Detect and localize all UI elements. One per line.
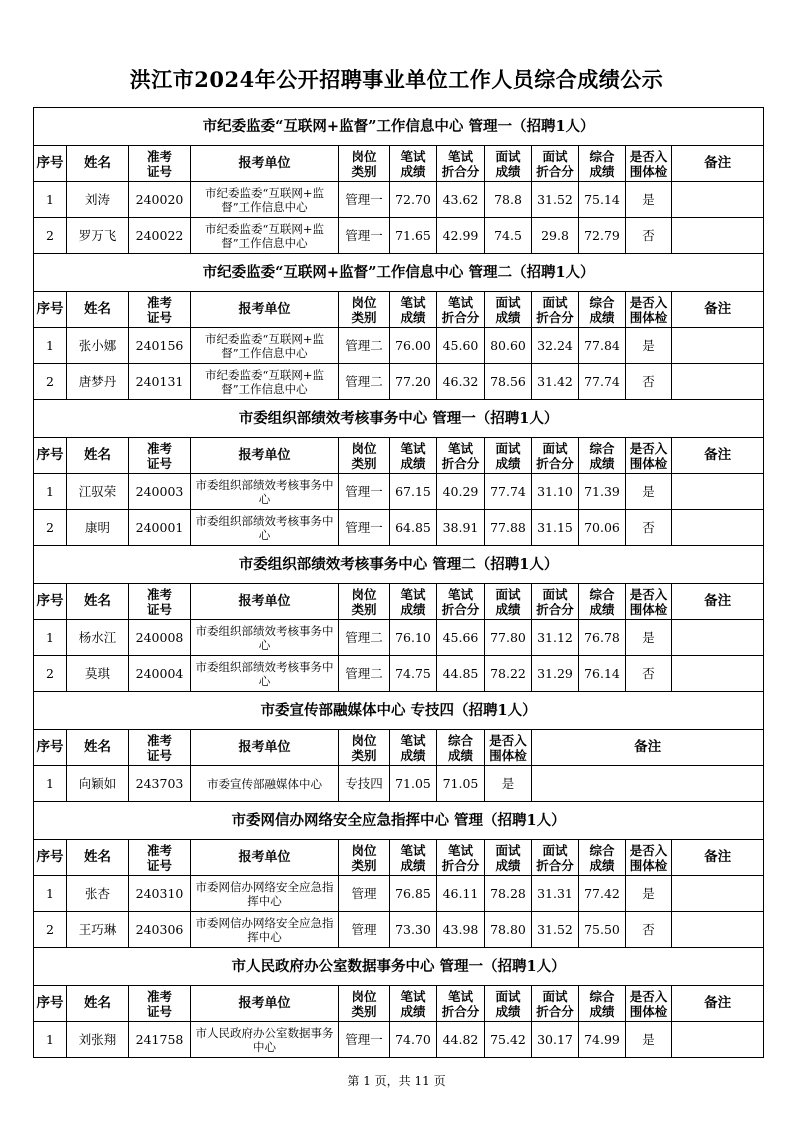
header-unit: 报考单位 bbox=[191, 146, 339, 182]
header-name: 姓名 bbox=[67, 146, 129, 182]
cell-seq: 1 bbox=[34, 620, 67, 656]
cell-total: 70.06 bbox=[579, 510, 626, 546]
column-header-row bbox=[34, 292, 764, 328]
cell-note bbox=[672, 912, 764, 948]
table-row bbox=[34, 510, 764, 546]
section-heading: 市纪委监委“互联网+监督”工作信息中心 管理一（招聘1人） bbox=[34, 108, 764, 146]
cell-written-conv: 38.91 bbox=[437, 510, 485, 546]
cell-note bbox=[672, 328, 764, 364]
cell-exam: 否 bbox=[626, 218, 672, 254]
cell-category: 管理一 bbox=[339, 510, 390, 546]
cell-category: 管理二 bbox=[339, 656, 390, 692]
header-written: 笔试 成绩 bbox=[390, 840, 437, 876]
header-written: 笔试 成绩 bbox=[390, 438, 437, 474]
header-ticket: 准考 证号 bbox=[129, 840, 191, 876]
cell-seq: 2 bbox=[34, 364, 67, 400]
header-ticket: 准考 证号 bbox=[129, 438, 191, 474]
cell-written-conv: 46.11 bbox=[437, 876, 485, 912]
cell-written: 76.00 bbox=[390, 328, 437, 364]
cell-written-conv: 46.32 bbox=[437, 364, 485, 400]
cell-note bbox=[532, 766, 764, 802]
cell-name: 杨水江 bbox=[67, 620, 129, 656]
cell-ticket: 240008 bbox=[129, 620, 191, 656]
cell-note bbox=[672, 182, 764, 218]
cell-exam: 否 bbox=[626, 656, 672, 692]
header-ticket: 准考 证号 bbox=[129, 986, 191, 1022]
header-category: 岗位 类别 bbox=[339, 840, 390, 876]
table-row bbox=[34, 1022, 764, 1058]
cell-unit: 市纪委监委“互联网+监督”工作信息中心 bbox=[191, 364, 339, 400]
cell-interview: 78.22 bbox=[485, 656, 532, 692]
header-ticket: 准考 证号 bbox=[129, 584, 191, 620]
cell-name: 张小娜 bbox=[67, 328, 129, 364]
header-name: 姓名 bbox=[67, 584, 129, 620]
column-header-row bbox=[34, 146, 764, 182]
header-name: 姓名 bbox=[67, 438, 129, 474]
header-category: 岗位 类别 bbox=[339, 292, 390, 328]
cell-name: 刘张翔 bbox=[67, 1022, 129, 1058]
cell-written-conv: 44.85 bbox=[437, 656, 485, 692]
cell-total: 71.39 bbox=[579, 474, 626, 510]
header-total: 综合 成绩 bbox=[579, 146, 626, 182]
cell-seq: 2 bbox=[34, 912, 67, 948]
cell-interview-conv: 31.15 bbox=[532, 510, 579, 546]
cell-written: 71.05 bbox=[390, 766, 437, 802]
cell-total: 76.78 bbox=[579, 620, 626, 656]
header-unit: 报考单位 bbox=[191, 730, 339, 766]
header-seq: 序号 bbox=[34, 840, 67, 876]
cell-seq: 1 bbox=[34, 1022, 67, 1058]
cell-interview-conv: 31.42 bbox=[532, 364, 579, 400]
cell-written-conv: 43.62 bbox=[437, 182, 485, 218]
cell-name: 向颖如 bbox=[67, 766, 129, 802]
header-note: 备注 bbox=[672, 986, 764, 1022]
cell-ticket: 240156 bbox=[129, 328, 191, 364]
cell-seq: 1 bbox=[34, 876, 67, 912]
cell-category: 管理二 bbox=[339, 364, 390, 400]
header-unit: 报考单位 bbox=[191, 292, 339, 328]
cell-ticket: 240004 bbox=[129, 656, 191, 692]
cell-total: 72.79 bbox=[579, 218, 626, 254]
cell-note bbox=[672, 510, 764, 546]
cell-written: 73.30 bbox=[390, 912, 437, 948]
cell-seq: 1 bbox=[34, 474, 67, 510]
cell-interview-conv: 31.52 bbox=[532, 182, 579, 218]
column-header-row bbox=[34, 730, 764, 766]
section-heading-row bbox=[34, 802, 764, 840]
cell-note bbox=[672, 474, 764, 510]
cell-written: 72.70 bbox=[390, 182, 437, 218]
cell-total: 77.84 bbox=[579, 328, 626, 364]
header-interview-conv: 面试 折合分 bbox=[532, 292, 579, 328]
header-note: 备注 bbox=[672, 292, 764, 328]
cell-interview-conv: 31.10 bbox=[532, 474, 579, 510]
header-name: 姓名 bbox=[67, 730, 129, 766]
header-interview-conv: 面试 折合分 bbox=[532, 146, 579, 182]
cell-written-conv: 45.66 bbox=[437, 620, 485, 656]
cell-unit: 市委宣传部融媒体中心 bbox=[191, 766, 339, 802]
table-row bbox=[34, 656, 764, 692]
cell-written: 71.65 bbox=[390, 218, 437, 254]
cell-exam: 是 bbox=[626, 182, 672, 218]
cell-name: 刘涛 bbox=[67, 182, 129, 218]
cell-unit: 市委组织部绩效考核事务中心 bbox=[191, 620, 339, 656]
cell-ticket: 240310 bbox=[129, 876, 191, 912]
header-written-conv: 笔试 折合分 bbox=[437, 840, 485, 876]
section-heading: 市委组织部绩效考核事务中心 管理一（招聘1人） bbox=[34, 400, 764, 438]
header-written: 笔试 成绩 bbox=[390, 146, 437, 182]
cell-exam: 是 bbox=[626, 328, 672, 364]
cell-ticket: 240022 bbox=[129, 218, 191, 254]
cell-interview: 80.60 bbox=[485, 328, 532, 364]
header-note: 备注 bbox=[532, 730, 764, 766]
header-written-conv: 笔试 折合分 bbox=[437, 986, 485, 1022]
section-heading: 市委宣传部融媒体中心 专技四（招聘1人） bbox=[34, 692, 764, 730]
header-interview: 面试 成绩 bbox=[485, 840, 532, 876]
cell-category: 管理一 bbox=[339, 218, 390, 254]
cell-unit: 市纪委监委“互联网+监督”工作信息中心 bbox=[191, 218, 339, 254]
cell-seq: 1 bbox=[34, 766, 67, 802]
section-heading: 市人民政府办公室数据事务中心 管理一（招聘1人） bbox=[34, 948, 764, 986]
cell-written: 67.15 bbox=[390, 474, 437, 510]
column-header-row bbox=[34, 584, 764, 620]
cell-interview-conv: 31.31 bbox=[532, 876, 579, 912]
cell-ticket: 243703 bbox=[129, 766, 191, 802]
cell-written: 76.10 bbox=[390, 620, 437, 656]
header-seq: 序号 bbox=[34, 730, 67, 766]
cell-total: 75.50 bbox=[579, 912, 626, 948]
header-interview: 面试 成绩 bbox=[485, 438, 532, 474]
table-row bbox=[34, 876, 764, 912]
header-written: 笔试 成绩 bbox=[390, 730, 437, 766]
cell-total: 77.74 bbox=[579, 364, 626, 400]
header-interview: 面试 成绩 bbox=[485, 146, 532, 182]
cell-exam: 是 bbox=[626, 876, 672, 912]
header-interview-conv: 面试 折合分 bbox=[532, 438, 579, 474]
header-total: 综合 成绩 bbox=[579, 292, 626, 328]
header-seq: 序号 bbox=[34, 438, 67, 474]
section-heading-row bbox=[34, 948, 764, 986]
table-row bbox=[34, 328, 764, 364]
cell-category: 管理一 bbox=[339, 474, 390, 510]
cell-seq: 1 bbox=[34, 182, 67, 218]
header-total: 综合 成绩 bbox=[579, 986, 626, 1022]
table-row bbox=[34, 766, 764, 802]
cell-unit: 市人民政府办公室数据事务中心 bbox=[191, 1022, 339, 1058]
cell-exam: 是 bbox=[485, 766, 532, 802]
cell-ticket: 240003 bbox=[129, 474, 191, 510]
header-exam: 是否入 围体检 bbox=[626, 146, 672, 182]
header-exam: 是否入 围体检 bbox=[626, 840, 672, 876]
cell-written: 74.70 bbox=[390, 1022, 437, 1058]
header-total: 综合 成绩 bbox=[579, 438, 626, 474]
cell-note bbox=[672, 218, 764, 254]
header-interview-conv: 面试 折合分 bbox=[532, 584, 579, 620]
table-row bbox=[34, 620, 764, 656]
cell-unit: 市委组织部绩效考核事务中心 bbox=[191, 656, 339, 692]
cell-ticket: 240020 bbox=[129, 182, 191, 218]
cell-note bbox=[672, 656, 764, 692]
cell-written: 74.75 bbox=[390, 656, 437, 692]
section-heading-row bbox=[34, 254, 764, 292]
column-header-row bbox=[34, 840, 764, 876]
cell-interview: 75.42 bbox=[485, 1022, 532, 1058]
header-unit: 报考单位 bbox=[191, 986, 339, 1022]
cell-interview-conv: 32.24 bbox=[532, 328, 579, 364]
header-note: 备注 bbox=[672, 584, 764, 620]
cell-unit: 市委网信办网络安全应急指挥中心 bbox=[191, 912, 339, 948]
header-seq: 序号 bbox=[34, 584, 67, 620]
cell-total: 71.05 bbox=[437, 766, 485, 802]
header-category: 岗位 类别 bbox=[339, 584, 390, 620]
cell-unit: 市委网信办网络安全应急指挥中心 bbox=[191, 876, 339, 912]
header-ticket: 准考 证号 bbox=[129, 292, 191, 328]
header-interview: 面试 成绩 bbox=[485, 584, 532, 620]
section-heading-row bbox=[34, 108, 764, 146]
cell-category: 管理一 bbox=[339, 1022, 390, 1058]
cell-interview-conv: 31.12 bbox=[532, 620, 579, 656]
header-written-conv: 笔试 折合分 bbox=[437, 292, 485, 328]
cell-exam: 否 bbox=[626, 510, 672, 546]
cell-ticket: 240306 bbox=[129, 912, 191, 948]
header-interview-conv: 面试 折合分 bbox=[532, 986, 579, 1022]
cell-name: 罗万飞 bbox=[67, 218, 129, 254]
section-heading: 市委组织部绩效考核事务中心 管理二（招聘1人） bbox=[34, 546, 764, 584]
header-exam: 是否入 围体检 bbox=[626, 438, 672, 474]
cell-interview-conv: 31.52 bbox=[532, 912, 579, 948]
cell-written-conv: 40.29 bbox=[437, 474, 485, 510]
header-total: 综合 成绩 bbox=[579, 584, 626, 620]
cell-written-conv: 45.60 bbox=[437, 328, 485, 364]
header-seq: 序号 bbox=[34, 986, 67, 1022]
header-unit: 报考单位 bbox=[191, 438, 339, 474]
cell-ticket: 240131 bbox=[129, 364, 191, 400]
cell-unit: 市委组织部绩效考核事务中心 bbox=[191, 474, 339, 510]
header-unit: 报考单位 bbox=[191, 840, 339, 876]
cell-category: 管理 bbox=[339, 912, 390, 948]
cell-interview: 78.28 bbox=[485, 876, 532, 912]
cell-written: 76.85 bbox=[390, 876, 437, 912]
cell-name: 莫琪 bbox=[67, 656, 129, 692]
cell-written-conv: 42.99 bbox=[437, 218, 485, 254]
section-heading: 市委网信办网络安全应急指挥中心 管理（招聘1人） bbox=[34, 802, 764, 840]
header-category: 岗位 类别 bbox=[339, 986, 390, 1022]
cell-exam: 否 bbox=[626, 912, 672, 948]
cell-written: 77.20 bbox=[390, 364, 437, 400]
cell-category: 专技四 bbox=[339, 766, 390, 802]
header-category: 岗位 类别 bbox=[339, 146, 390, 182]
cell-seq: 2 bbox=[34, 218, 67, 254]
header-ticket: 准考 证号 bbox=[129, 730, 191, 766]
cell-category: 管理一 bbox=[339, 182, 390, 218]
cell-written: 64.85 bbox=[390, 510, 437, 546]
cell-written-conv: 43.98 bbox=[437, 912, 485, 948]
section-heading-row bbox=[34, 400, 764, 438]
section-heading: 市纪委监委“互联网+监督”工作信息中心 管理二（招聘1人） bbox=[34, 254, 764, 292]
cell-unit: 市纪委监委“互联网+监督”工作信息中心 bbox=[191, 328, 339, 364]
page-title: 洪江市2024年公开招聘事业单位工作人员综合成绩公示 bbox=[129, 67, 664, 92]
header-written: 笔试 成绩 bbox=[390, 292, 437, 328]
cell-seq: 1 bbox=[34, 328, 67, 364]
header-exam: 是否入 围体检 bbox=[626, 292, 672, 328]
cell-interview-conv: 30.17 bbox=[532, 1022, 579, 1058]
cell-name: 张杏 bbox=[67, 876, 129, 912]
table-row bbox=[34, 364, 764, 400]
cell-interview: 77.80 bbox=[485, 620, 532, 656]
header-seq: 序号 bbox=[34, 292, 67, 328]
cell-note bbox=[672, 1022, 764, 1058]
cell-name: 唐梦丹 bbox=[67, 364, 129, 400]
column-header-row bbox=[34, 986, 764, 1022]
header-exam: 是否入 围体检 bbox=[626, 986, 672, 1022]
cell-unit: 市委组织部绩效考核事务中心 bbox=[191, 510, 339, 546]
header-written: 笔试 成绩 bbox=[390, 986, 437, 1022]
header-name: 姓名 bbox=[67, 986, 129, 1022]
header-written: 笔试 成绩 bbox=[390, 584, 437, 620]
header-interview-conv: 面试 折合分 bbox=[532, 840, 579, 876]
header-interview: 面试 成绩 bbox=[485, 986, 532, 1022]
cell-note bbox=[672, 620, 764, 656]
cell-total: 76.14 bbox=[579, 656, 626, 692]
cell-interview-conv: 29.8 bbox=[532, 218, 579, 254]
cell-total: 74.99 bbox=[579, 1022, 626, 1058]
cell-exam: 否 bbox=[626, 364, 672, 400]
header-seq: 序号 bbox=[34, 146, 67, 182]
header-written-conv: 笔试 折合分 bbox=[437, 146, 485, 182]
cell-seq: 2 bbox=[34, 510, 67, 546]
column-header-row bbox=[34, 438, 764, 474]
cell-category: 管理 bbox=[339, 876, 390, 912]
table-row bbox=[34, 218, 764, 254]
cell-interview: 78.80 bbox=[485, 912, 532, 948]
header-name: 姓名 bbox=[67, 292, 129, 328]
header-category: 岗位 类别 bbox=[339, 730, 390, 766]
cell-interview: 77.74 bbox=[485, 474, 532, 510]
header-note: 备注 bbox=[672, 840, 764, 876]
header-interview: 面试 成绩 bbox=[485, 292, 532, 328]
results-table bbox=[33, 107, 764, 1058]
header-total: 综合 成绩 bbox=[579, 840, 626, 876]
cell-ticket: 241758 bbox=[129, 1022, 191, 1058]
cell-total: 75.14 bbox=[579, 182, 626, 218]
cell-interview: 77.88 bbox=[485, 510, 532, 546]
cell-interview-conv: 31.29 bbox=[532, 656, 579, 692]
cell-exam: 是 bbox=[626, 1022, 672, 1058]
cell-exam: 是 bbox=[626, 474, 672, 510]
cell-interview: 78.56 bbox=[485, 364, 532, 400]
section-heading-row bbox=[34, 692, 764, 730]
cell-category: 管理二 bbox=[339, 328, 390, 364]
cell-note bbox=[672, 364, 764, 400]
section-heading-row bbox=[34, 546, 764, 584]
header-unit: 报考单位 bbox=[191, 584, 339, 620]
header-exam: 是否入 围体检 bbox=[626, 584, 672, 620]
table-row bbox=[34, 474, 764, 510]
cell-unit: 市纪委监委“互联网+监督”工作信息中心 bbox=[191, 182, 339, 218]
header-category: 岗位 类别 bbox=[339, 438, 390, 474]
page-footer: 第 1 页，共 11 页 bbox=[347, 1074, 446, 1088]
header-note: 备注 bbox=[672, 438, 764, 474]
header-note: 备注 bbox=[672, 146, 764, 182]
cell-seq: 2 bbox=[34, 656, 67, 692]
cell-name: 江驭荣 bbox=[67, 474, 129, 510]
cell-note bbox=[672, 876, 764, 912]
table-row bbox=[34, 182, 764, 218]
header-exam: 是否入 围体检 bbox=[485, 730, 532, 766]
header-written-conv: 笔试 折合分 bbox=[437, 438, 485, 474]
header-name: 姓名 bbox=[67, 840, 129, 876]
cell-ticket: 240001 bbox=[129, 510, 191, 546]
cell-exam: 是 bbox=[626, 620, 672, 656]
cell-interview: 78.8 bbox=[485, 182, 532, 218]
cell-total: 77.42 bbox=[579, 876, 626, 912]
cell-name: 康明 bbox=[67, 510, 129, 546]
header-written-conv: 笔试 折合分 bbox=[437, 584, 485, 620]
header-ticket: 准考 证号 bbox=[129, 146, 191, 182]
cell-name: 王巧琳 bbox=[67, 912, 129, 948]
cell-written-conv: 44.82 bbox=[437, 1022, 485, 1058]
table-row bbox=[34, 912, 764, 948]
cell-category: 管理二 bbox=[339, 620, 390, 656]
header-total: 综合 成绩 bbox=[437, 730, 485, 766]
cell-interview: 74.5 bbox=[485, 218, 532, 254]
